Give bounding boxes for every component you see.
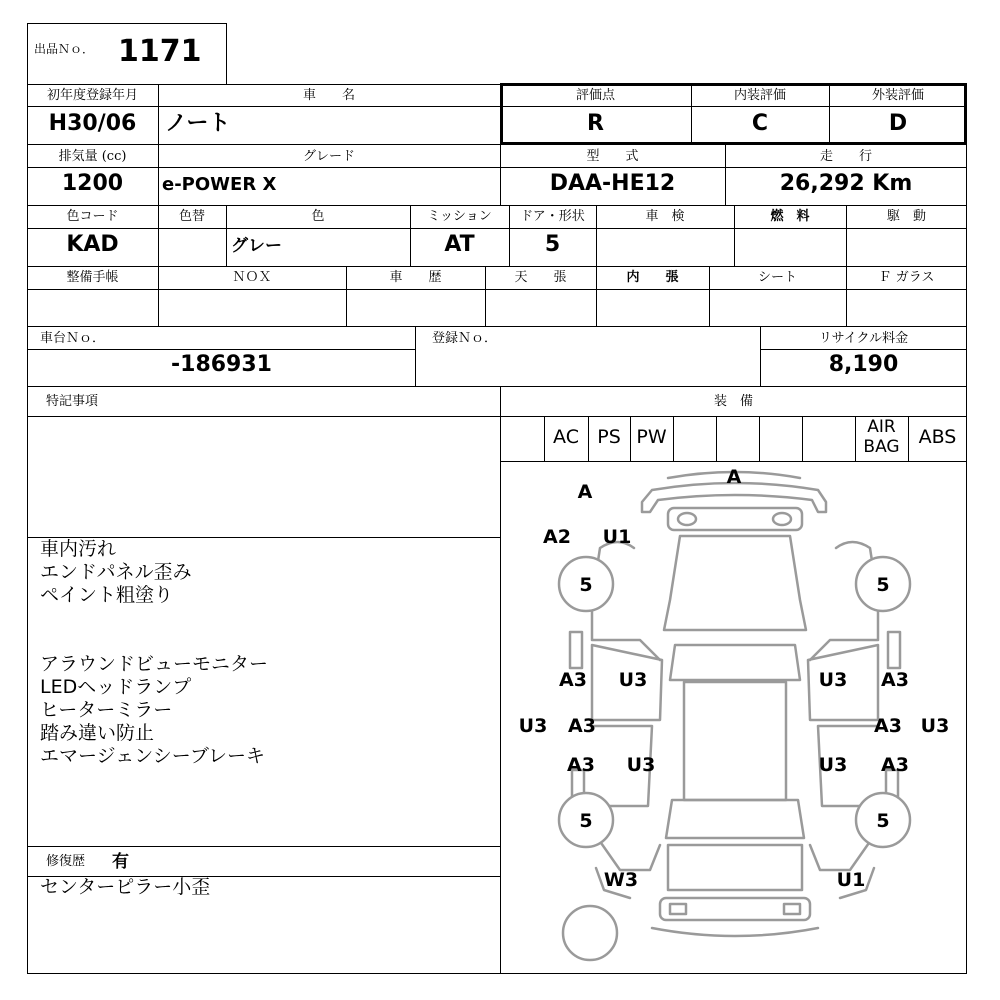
score-value: R <box>587 111 604 136</box>
car-name-value: ノート <box>165 111 231 136</box>
mark-rear-left: W3 <box>603 869 639 891</box>
fuel-label: 燃 料 <box>770 209 810 224</box>
roof-lining-label: 天 張 <box>514 270 567 285</box>
remark-line: 車内汚れ <box>40 538 117 560</box>
equipment-airbag-line1: AIR <box>867 417 896 437</box>
recycle-fee-label: リサイクル料金 <box>818 331 909 346</box>
mark-left-door-rear-b: U3 <box>626 754 656 776</box>
model-value: DAA-HE12 <box>549 171 676 196</box>
repair-history-label: 修復歴 <box>46 854 86 869</box>
equipment-ps: PS <box>597 426 621 448</box>
interior-lining-label: 内 張 <box>626 270 679 285</box>
chassis-no-value: -186931 <box>171 352 272 377</box>
mark-tire-rl: 5 <box>579 810 593 832</box>
remark-line: エンドパネル歪み <box>40 561 192 583</box>
mark-front-bumper: A <box>726 466 742 488</box>
mark-right-door-front-b: A3 <box>881 669 909 691</box>
mark-right-side-inner: A3 <box>874 715 902 737</box>
registration-no-label: 登録Ｎｏ． <box>432 331 498 346</box>
equipment-airbag-line2: BAG <box>863 437 900 457</box>
equipment-abs: ABS <box>918 426 957 448</box>
door-shape-label: ドア・形状 <box>520 209 585 224</box>
recycle-fee-value: 8,190 <box>828 352 899 377</box>
car-damage-diagram <box>501 462 966 973</box>
chassis-no-label: 車台Ｎｏ． <box>40 331 106 346</box>
grade-label: グレード <box>302 149 355 164</box>
mark-left-side-inner: A3 <box>568 715 596 737</box>
displacement-label: 排気量 (cc) <box>58 149 127 164</box>
mark-left-door-front-b: U3 <box>618 669 648 691</box>
remark-line: アラウンドビューモニター <box>40 653 269 675</box>
exterior-score-value: D <box>888 111 908 136</box>
mileage-value: 26,292 Km <box>779 171 913 196</box>
remark-line: エマージェンシーブレーキ <box>40 745 266 767</box>
reg-date-label: 初年度登録年月 <box>46 88 138 103</box>
mileage-label: 走 行 <box>819 149 872 164</box>
repair-history-note: センターピラー小歪 <box>40 876 211 898</box>
mark-tire-rr: 5 <box>876 810 890 832</box>
equipment-label: 装 備 <box>713 394 753 409</box>
model-label: 型 式 <box>586 149 639 164</box>
maintenance-book-label: 整備手帳 <box>66 270 119 285</box>
car-history-label: 車 歴 <box>389 270 442 285</box>
mission-value: AT <box>444 232 475 257</box>
repair-history-value: 有 <box>112 852 129 872</box>
mark-rear-right: U1 <box>836 869 866 891</box>
car-name-label: 車 名 <box>302 88 355 103</box>
mark-right-door-rear-b: A3 <box>881 754 909 776</box>
mark-right-door-rear-a: U3 <box>818 754 848 776</box>
color-code-label: 色コード <box>66 209 119 224</box>
color-change-label: 色替 <box>178 209 205 224</box>
remarks-label: 特記事項 <box>46 394 99 409</box>
nox-label: ＮＯＸ <box>232 270 272 285</box>
exterior-score-label: 外装評価 <box>871 88 924 103</box>
reg-date-value: H30/06 <box>48 111 137 136</box>
mark-left-door-rear-a: A3 <box>567 754 595 776</box>
mark-front-left: A <box>577 481 593 503</box>
color-label: 色 <box>311 209 325 224</box>
color-code-value: KAD <box>66 232 119 257</box>
lot-number-value: 1171 <box>118 34 202 69</box>
score-label: 評価点 <box>575 88 615 103</box>
interior-score-label: 内装評価 <box>733 88 786 103</box>
equipment-ac: AC <box>553 426 579 448</box>
mark-front-left-fender-a: A2 <box>543 526 571 548</box>
remark-line: ペイント粗塗り <box>40 584 174 606</box>
lot-number-label: 出品Ｎｏ． <box>34 42 95 56</box>
mark-tire-fl: 5 <box>579 574 593 596</box>
displacement-value: 1200 <box>61 171 124 196</box>
grade-value: e-POWER X <box>162 174 277 195</box>
interior-score-value: C <box>751 111 769 136</box>
remark-line: ヒーターミラー <box>40 699 173 721</box>
door-shape-value: 5 <box>544 232 561 257</box>
mark-left-door-front-a: A3 <box>559 669 587 691</box>
mark-right-door-front-a: U3 <box>818 669 848 691</box>
color-value: グレー <box>231 236 282 256</box>
drive-label: 駆 動 <box>886 209 926 224</box>
inspection-label: 車 検 <box>645 209 685 224</box>
mark-tire-fr: 5 <box>876 574 890 596</box>
front-glass-label: Ｆ ガラス <box>878 270 935 285</box>
remark-line: LEDヘッドランプ <box>40 676 192 698</box>
mission-label: ミッション <box>427 209 492 224</box>
equipment-pw: PW <box>636 426 667 448</box>
seat-label: シート <box>757 270 797 285</box>
mark-left-side-outer: U3 <box>518 715 548 737</box>
mark-front-left-fender-b: U1 <box>602 526 632 548</box>
remark-line: 踏み違い防止 <box>40 722 155 744</box>
mark-right-side-outer: U3 <box>920 715 950 737</box>
